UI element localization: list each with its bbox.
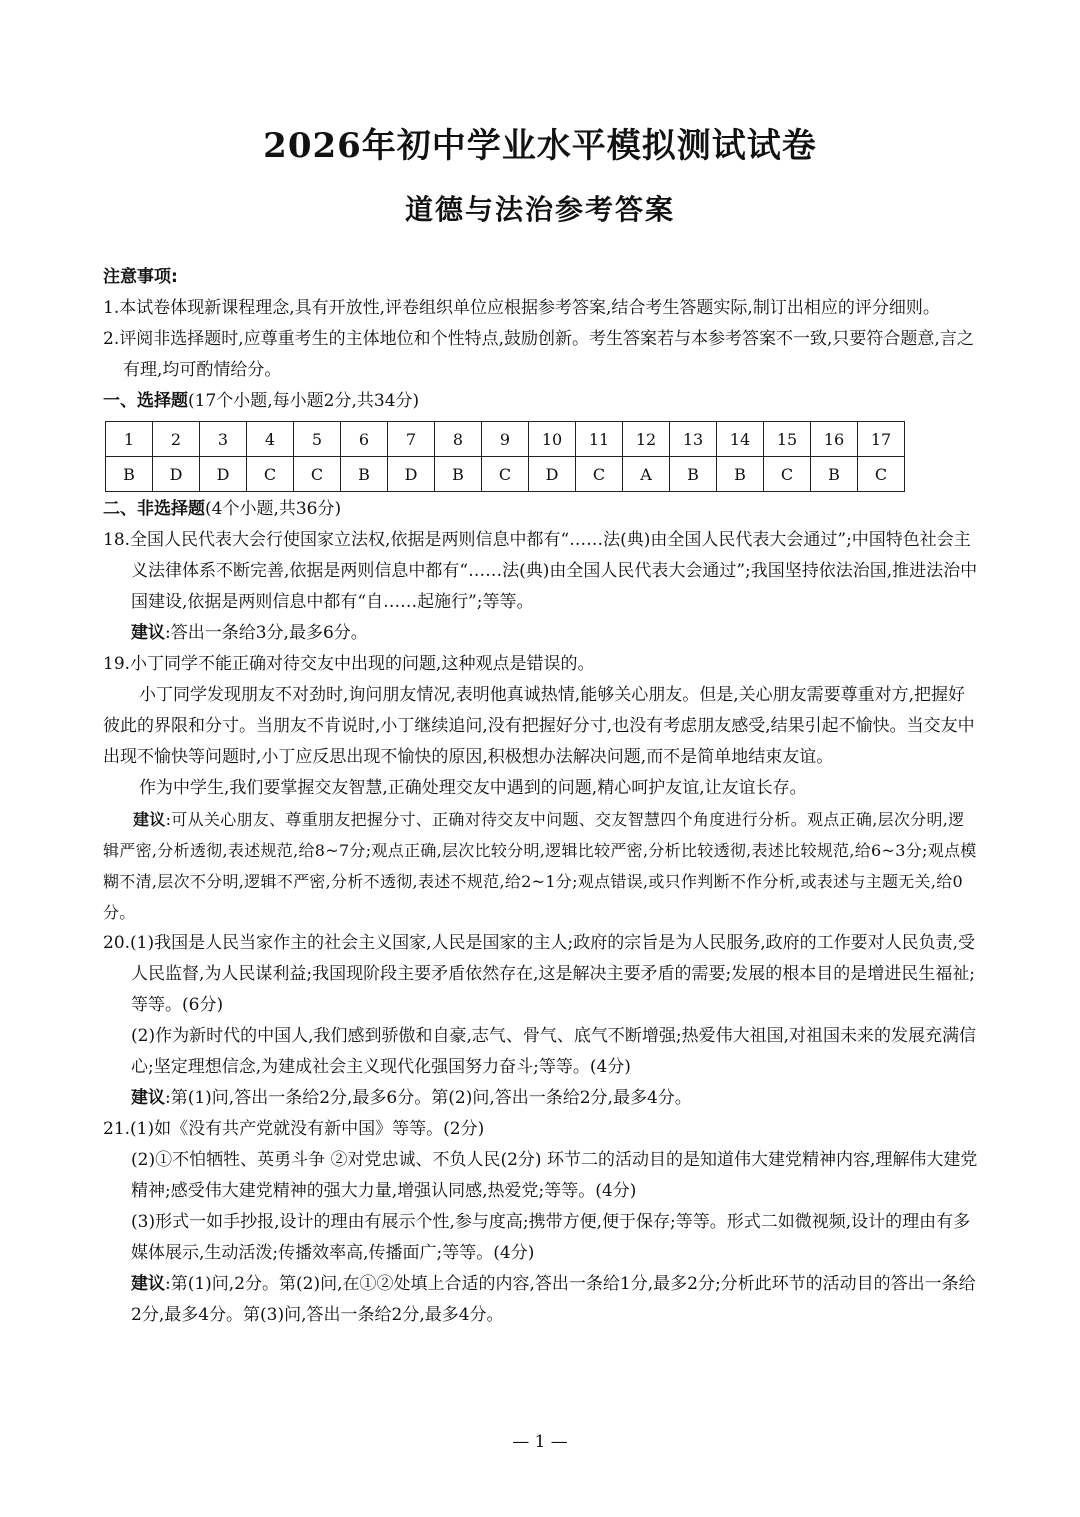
question-number-cell: 11 [576, 422, 623, 457]
answer-cell: D [200, 457, 247, 492]
question-number-cell: 9 [482, 422, 529, 457]
answer-row [106, 457, 905, 492]
q18-suggestion [103, 618, 978, 649]
question-number-row [106, 422, 905, 457]
question-number-cell: 8 [435, 422, 482, 457]
question-number-cell: 17 [858, 422, 905, 457]
page-subtitle: 道德与法治参考答案 [404, 193, 675, 226]
answer-cell: B [106, 457, 153, 492]
suggest-label: 建议 [131, 1274, 165, 1294]
suggest-text: :第(1)问,答出一条给2分,最多6分。第(2)问,答出一条给2分,最多4分。 [165, 1088, 692, 1108]
question-number-cell: 16 [811, 422, 858, 457]
answer-cell: C [576, 457, 623, 492]
question-number-cell: 2 [153, 422, 200, 457]
question-number-cell: 3 [200, 422, 247, 457]
section1-heading: 一、选择题 [103, 391, 188, 411]
answer-cell: D [153, 457, 200, 492]
q21-part-3: (3)形式一如手抄报,设计的理由有展示个性,参与度高;携带方便,便于保存;等等。形式二如微视频,设计的理由有多媒体展示,生动活泼;传播效率高,传播面广;等等。(4分) [131, 1212, 971, 1263]
q21-part-1: 21.(1)如《没有共产党就没有新中国》等等。(2分) [103, 1119, 485, 1139]
question-number-cell: 5 [294, 422, 341, 457]
answer-cell: B [670, 457, 717, 492]
suggest-label: 建议 [131, 1088, 165, 1108]
section2-info: (4个小题,共36分) [205, 499, 342, 519]
notice-heading: 注意事项: [103, 267, 178, 287]
q19-suggestion [103, 804, 978, 928]
question-number-cell: 4 [247, 422, 294, 457]
answer-cell: C [247, 457, 294, 492]
section1-heading-line [103, 386, 978, 417]
q20-part-1: 20.(1)我国是人民当家作主的社会主义国家,人民是国家的主人;政府的宗旨是为人民服务,政府的工作要对人民负责,受人民监督,为人民谋利益;我国现阶段主要矛盾依然存在,这是解决主要矛盾的需要;发展的根本目的是增进民生福祉;等等。(6分) [103, 933, 976, 1015]
q19-lead: 19.小丁同学不能正确对待交友中出现的问题,这种观点是错误的。 [103, 654, 595, 674]
suggest-label: 建议 [133, 810, 166, 829]
question-number-cell: 14 [717, 422, 764, 457]
notice-item-1: 1.本试卷体现新课程理念,具有开放性,评卷组织单位应根据参考答案,结合考生答题实际,制订出相应的评分细则。 [103, 298, 940, 318]
section2-heading-line [103, 494, 978, 525]
suggest-text: :答出一条给3分,最多6分。 [165, 623, 368, 643]
answer-cell: B [435, 457, 482, 492]
q19-paragraph-1: 小丁同学发现朋友不对劲时,询问朋友情况,表明他真诚热情,能够关心朋友。但是,关心朋友需要尊重对方,把握好彼此的界限和分寸。当朋友不肯说时,小丁继续追问,没有把握好分寸,也没有考虑朋友感受,结果引起不愉快。当交友中出现不愉快等问题时,小丁应反思出现不愉快的原因,积极想办法解决问题,而不是简单地结束友谊。 [103, 685, 975, 767]
answer-cell: B [717, 457, 764, 492]
question-number-cell: 6 [341, 422, 388, 457]
answer-cell: C [858, 457, 905, 492]
answer-cell: A [623, 457, 670, 492]
suggest-text: :第(1)问,2分。第(2)问,在①②处填上合适的内容,答出一条给1分,最多2分;分析此环节的活动目的答出一条给2分,最多4分。第(3)问,答出一条给2分,最多4分。 [131, 1274, 976, 1325]
suggest-text: :可从关心朋友、尊重朋友把握分寸、正确对待交友中问题、交友智慧四个角度进行分析。观点正确,层次分明,逻辑严密,分析透彻,表述规范,给8~7分;观点正确,层次比较分明,逻辑比较严密,分析比较透彻,表述比较规范,给6~3分;观点模糊不清,层次不分明,逻辑不严密,分析不透彻,表述不规范,给2~1分;观点错误,或只作判断不作分析,或表述与主题无关,给0分。 [103, 810, 977, 922]
question-number-cell: 10 [529, 422, 576, 457]
suggest-label: 建议 [131, 623, 165, 643]
page-number: — 1 — [512, 1432, 568, 1452]
content [103, 262, 978, 1331]
answer-cell: C [482, 457, 529, 492]
answer-cell: D [388, 457, 435, 492]
q18-answer: 18.全国人民代表大会行使国家立法权,依据是两则信息中都有“……法(典)由全国人民代表大会通过”;中国特色社会主义法律体系不断完善,依据是两则信息中都有“……法(典)由全国人民代表大会通过”;我国坚持依法治国,推进法治中国建设,依据是两则信息中都有“自……起施行”;等等。 [103, 530, 978, 612]
question-number-cell: 13 [670, 422, 717, 457]
q20-suggestion [103, 1083, 978, 1114]
page-title: 2026年初中学业水平模拟测试试卷 [263, 126, 817, 166]
notice-item-2: 2.评阅非选择题时,应尊重考生的主体地位和个性特点,鼓励创新。考生答案若与本参考答案不一致,只要符合题意,言之有理,均可酌情给分。 [103, 329, 974, 380]
answer-cell: D [529, 457, 576, 492]
question-number-cell: 7 [388, 422, 435, 457]
answer-table [105, 421, 905, 492]
answer-cell: B [341, 457, 388, 492]
q19-paragraph-2: 作为中学生,我们要掌握交友智慧,正确处理交友中遇到的问题,精心呵护友谊,让友谊长存。 [139, 778, 807, 798]
section2-heading: 二、非选择题 [103, 499, 205, 519]
answer-cell: C [294, 457, 341, 492]
section1-info: (17个小题,每小题2分,共34分) [188, 391, 420, 411]
q20-part-2: (2)作为新时代的中国人,我们感到骄傲和自豪,志气、骨气、底气不断增强;热爱伟大祖国,对祖国未来的发展充满信心;坚定理想信念,为建成社会主义现代化强国努力奋斗;等等。(4分) [131, 1026, 977, 1077]
question-number-cell: 15 [764, 422, 811, 457]
q21-part-2: (2)①不怕牺牲、英勇斗争 ②对党忠诚、不负人民(2分) 环节二的活动目的是知道伟大建党精神内容,理解伟大建党精神;感受伟大建党精神的强大力量,增强认同感,热爱党;等等。(4分) [131, 1150, 978, 1201]
question-number-cell: 12 [623, 422, 670, 457]
q21-suggestion [103, 1269, 978, 1331]
answer-cell: B [811, 457, 858, 492]
answer-cell: C [764, 457, 811, 492]
question-number-cell: 1 [106, 422, 153, 457]
